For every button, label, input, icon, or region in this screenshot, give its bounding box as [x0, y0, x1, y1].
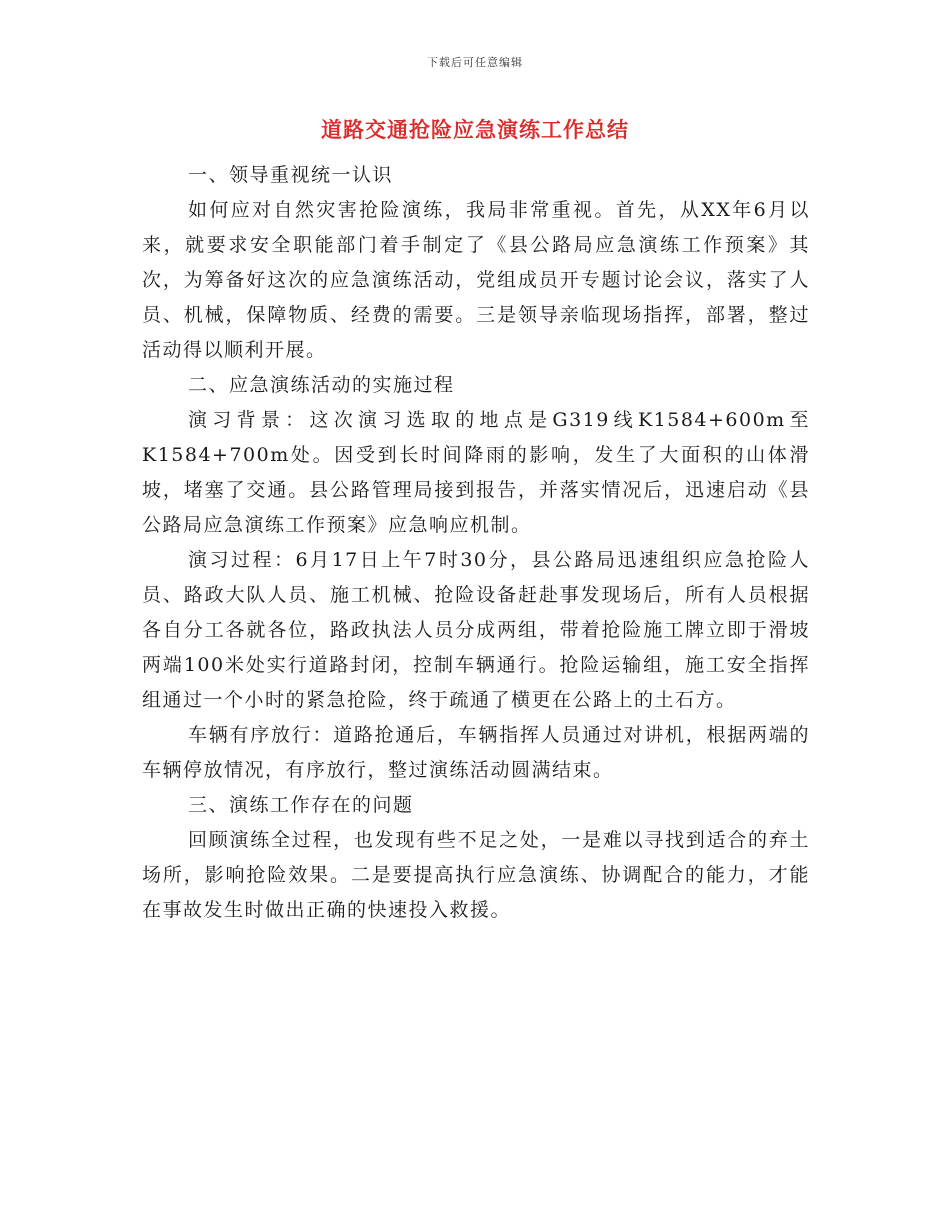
page-header-note: 下载后可任意编辑	[427, 56, 523, 69]
document-body	[142, 158, 810, 928]
paragraph-drill-background: 演习背景：这次演习选取的地点是G319线K1584+600m至K1584+700m处。因受到长时间降雨的影响，发生了大面积的山体滑坡，堵塞了交通。县公路管理局接到报告，并落实情况后，迅速启动《县公路局应急演练工作预案》应急响应机制。	[142, 409, 810, 536]
document-title: 道路交通抢险应急演练工作总结	[321, 117, 629, 142]
paragraph-problems: 回顾演练全过程，也发现有些不足之处，一是难以寻找到适合的弃土场所，影响抢险效果。二是要提高执行应急演练、协调配合的能力，才能在事故发生时做出正确的快速投入救援。	[142, 829, 810, 921]
section-heading-1: 一、领导重视统一认识	[188, 164, 394, 186]
paragraph-drill-process: 演习过程：6月17日上午7时30分，县公路局迅速组织应急抢险人员、路政大队人员、施工机械、抢险设备赶赴事发现场后，所有人员根据各自分工各就各位，路政执法人员分成两组，带着抢险施工牌立即于滑坡两端100米处实行道路封闭，控制车辆通行。抢险运输组，施工安全指挥组通过一个小时的紧急抢险，终于疏通了横更在公路上的土石方。	[142, 549, 810, 711]
paragraph-leadership: 如何应对自然灾害抢险演练，我局非常重视。首先，从XX年6月以来，就要求安全职能部门着手制定了《县公路局应急演练工作预案》其次，为筹备好这次的应急演练活动，党组成员开专题讨论会议，落实了人员、机械，保障物质、经费的需要。三是领导亲临现场指挥，部署，整过活动得以顺利开展。	[142, 199, 810, 361]
section-heading-2: 二、应急演练活动的实施过程	[188, 374, 455, 396]
paragraph-vehicle-release: 车辆有序放行：道路抢通后，车辆指挥人员通过对讲机，根据两端的车辆停放情况，有序放行，整过演练活动圆满结束。	[142, 724, 810, 781]
section-heading-3: 三、演练工作存在的问题	[188, 794, 414, 816]
